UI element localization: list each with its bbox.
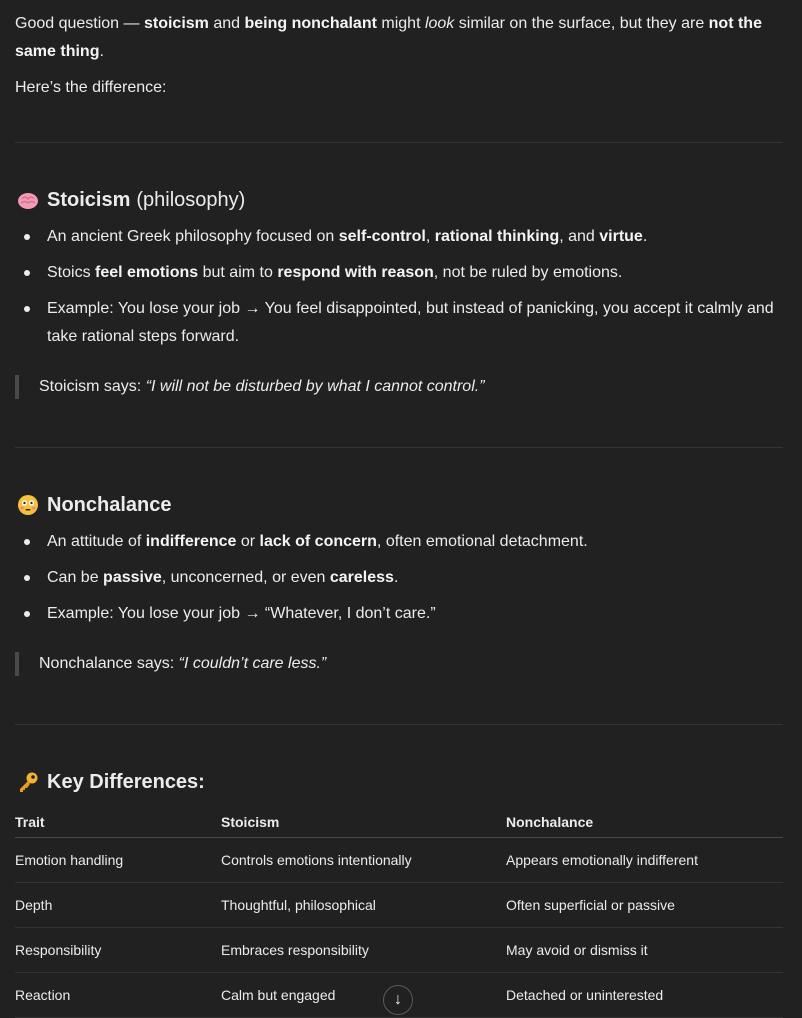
table-cell: Reaction [15, 973, 221, 1018]
intro-paragraph [15, 10, 783, 66]
table-cell: Depth [15, 883, 221, 928]
stoicism-title: Stoicism [47, 189, 131, 211]
table-header: Trait [15, 806, 221, 838]
divider [15, 142, 783, 143]
table-cell: Appears emotionally indifferent [506, 838, 783, 883]
table-header: Stoicism [221, 806, 506, 838]
intro-text: . [99, 43, 104, 60]
table-cell: Often superficial or passive [506, 883, 783, 928]
list-item: Example: You lose your job → You feel disappointed, but instead of panicking, you accept it calmly and take rational steps forward. [15, 295, 783, 351]
divider [15, 724, 783, 725]
list-item: An attitude of indifference or lack of concern, often emotional detachment. [15, 528, 783, 556]
intro-text: might [376, 15, 425, 32]
table-cell: Controls emotions intentionally [221, 838, 506, 883]
table-row [15, 838, 783, 883]
list-item: An ancient Greek philosophy focused on self-control, rational thinking, and virtue. [15, 223, 783, 251]
differences-title: Key Differences: [47, 771, 205, 793]
flushed-face-icon [17, 494, 39, 516]
stoicism-subtitle: (philosophy) [136, 189, 246, 211]
table-cell: Embraces responsibility [221, 928, 506, 973]
nonchalance-title: Nonchalance [47, 494, 172, 516]
intro-text: similar on the surface, but they are [454, 15, 709, 32]
intro-lead: Here’s the difference: [15, 79, 167, 96]
stoicism-heading [17, 186, 245, 214]
arrow-down-icon: ↓ [394, 991, 402, 1008]
intro-text: and [208, 15, 245, 32]
nonchalance-quote: Nonchalance says: “I couldn’t care less.” [15, 652, 775, 676]
nonchalance-heading [17, 491, 171, 519]
table-cell: Thoughtful, philosophical [221, 883, 506, 928]
stoicism-quote: Stoicism says: “I will not be disturbed by what I cannot control.” [15, 375, 775, 399]
table-row [15, 928, 783, 973]
intro-bold-stoicism: stoicism [143, 15, 209, 32]
table-cell: Detached or uninterested [506, 973, 783, 1018]
intro-bold-not-same: not the same thing [15, 15, 762, 60]
scroll-to-bottom-button[interactable] [383, 985, 413, 1015]
intro-italic-look: look [424, 15, 455, 32]
divider [15, 447, 783, 448]
table-cell: Emotion handling [15, 838, 221, 883]
stoicism-list [15, 223, 783, 359]
intro-bold-nonchalant: being nonchalant [244, 15, 377, 32]
list-item: Can be passive, unconcerned, or even careless. [15, 564, 783, 592]
intro-text: Good question — [15, 15, 144, 32]
table-cell: Responsibility [15, 928, 221, 973]
table-header-row [15, 806, 783, 838]
list-item: Stoics feel emotions but aim to respond with reason, not be ruled by emotions. [15, 259, 783, 287]
brain-icon [17, 189, 39, 211]
table-row [15, 883, 783, 928]
differences-heading [17, 768, 205, 796]
key-icon [17, 771, 39, 793]
table-cell: May avoid or dismiss it [506, 928, 783, 973]
table-header: Nonchalance [506, 806, 783, 838]
table-cell: Calm but engaged [221, 973, 506, 1018]
list-item: Example: You lose your job → “Whatever, I don’t care.” [15, 600, 783, 628]
nonchalance-list [15, 528, 783, 636]
